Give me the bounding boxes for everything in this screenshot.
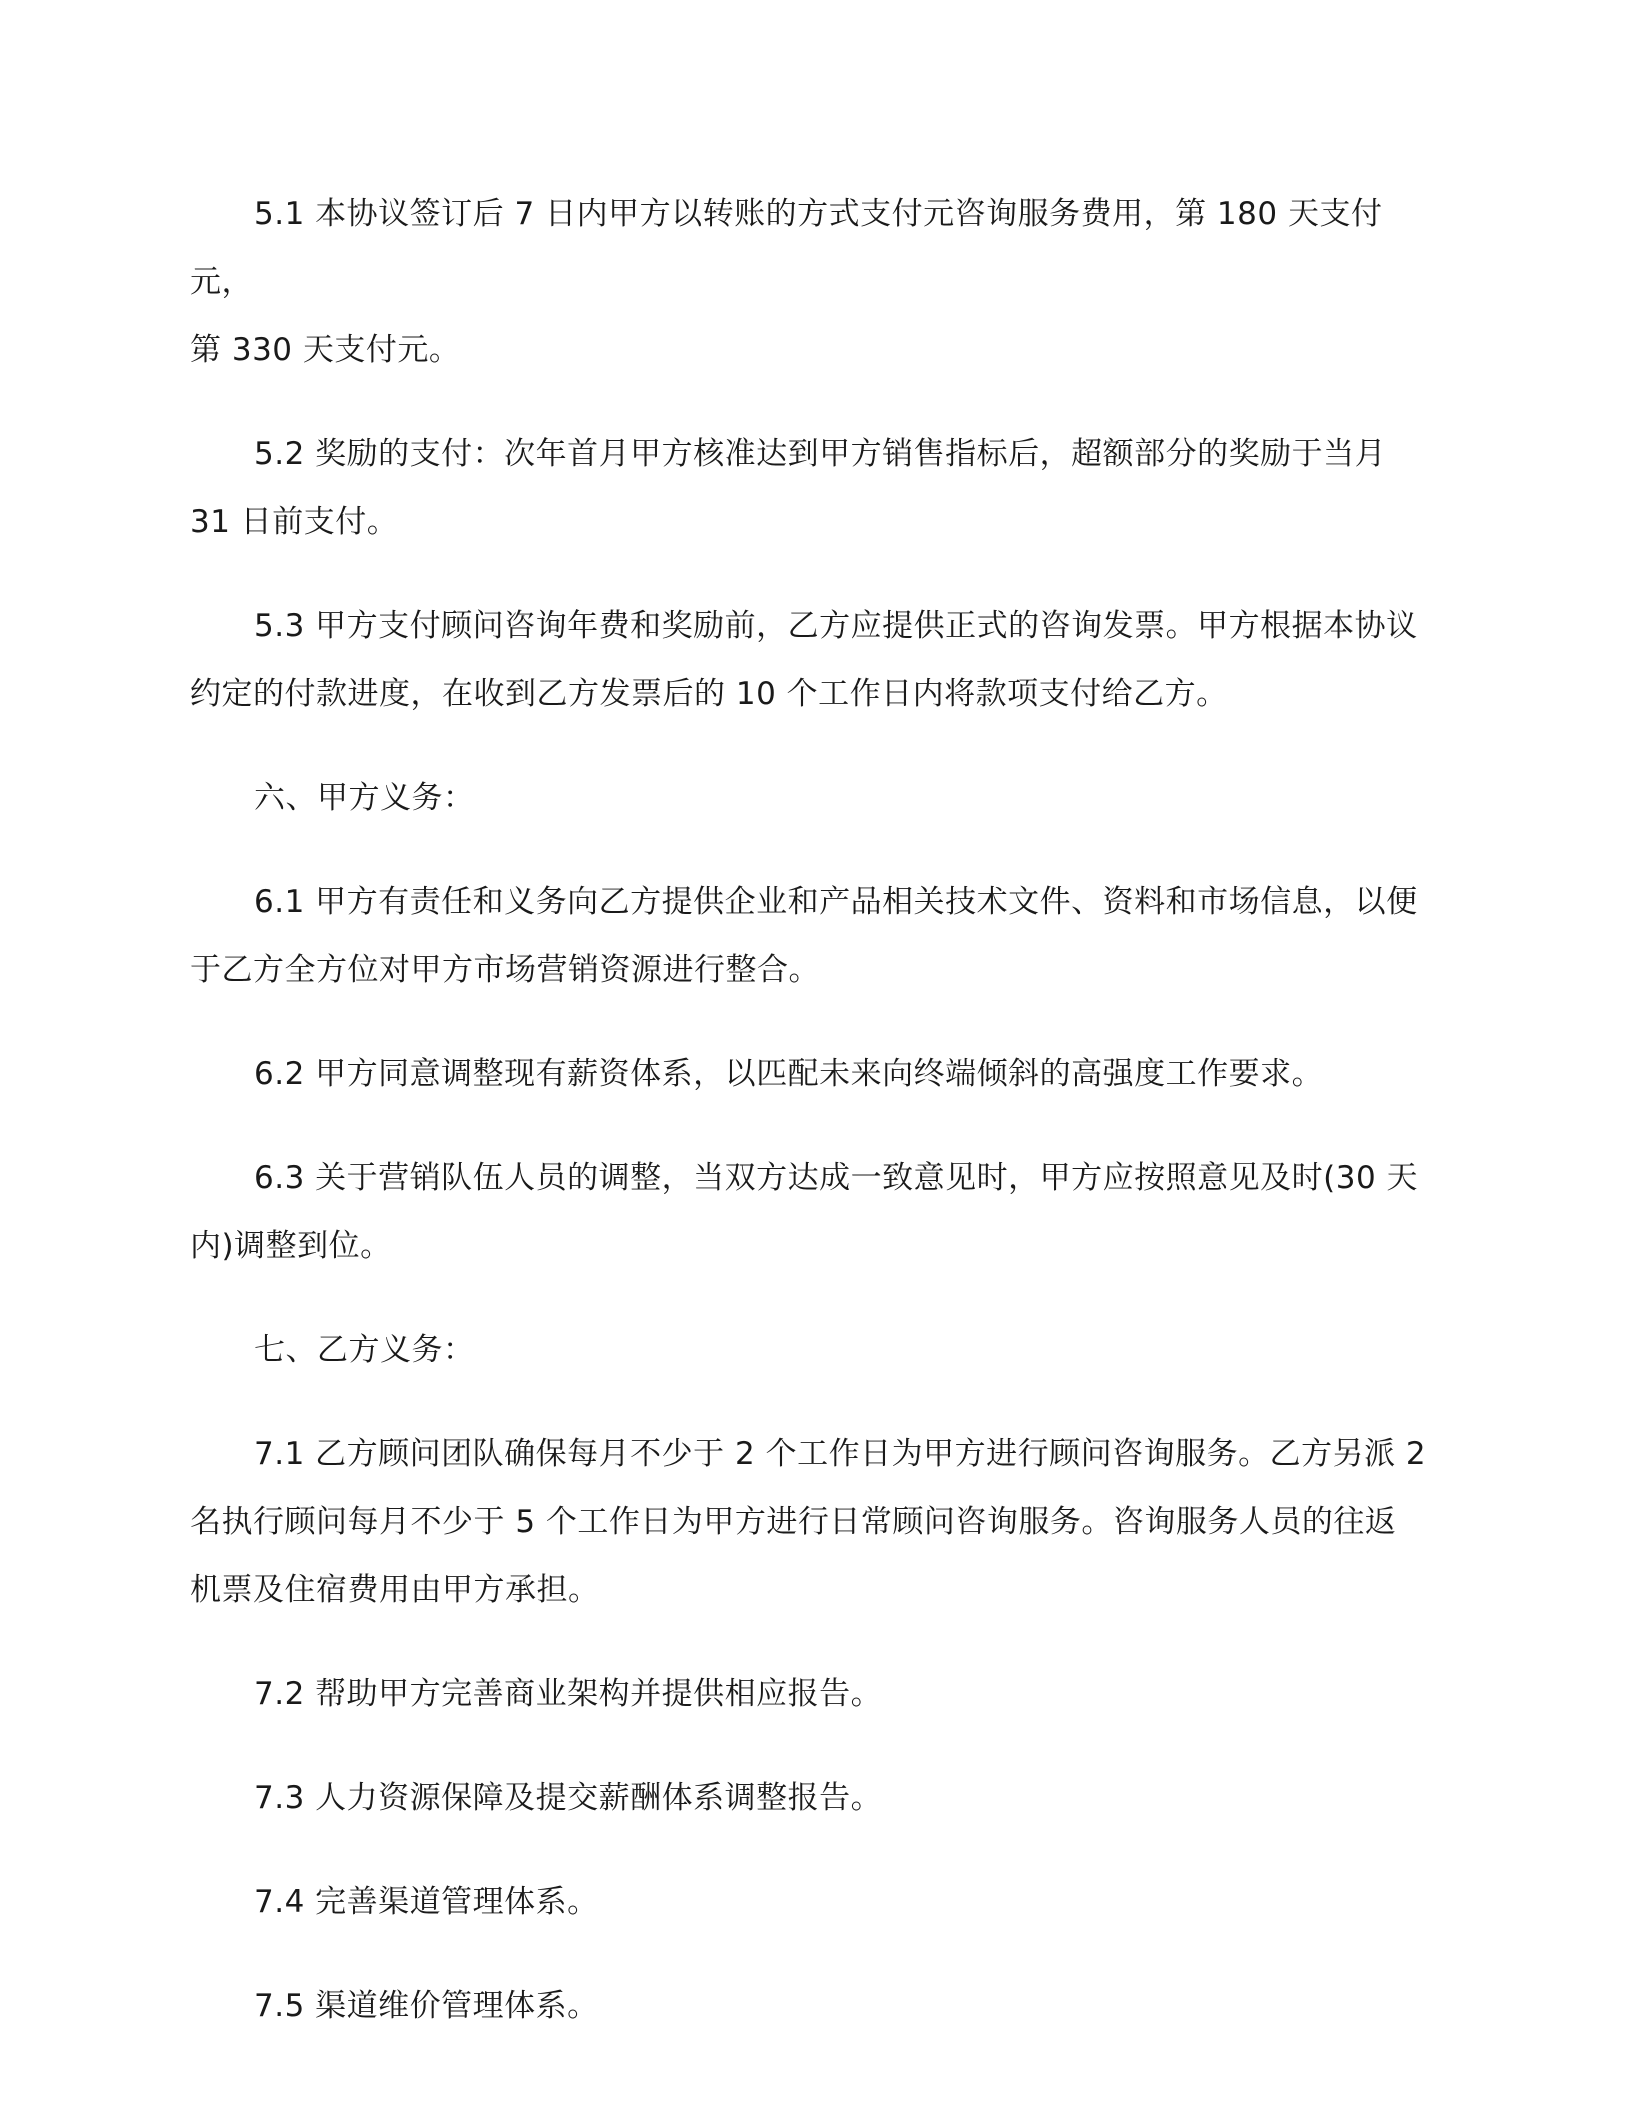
clause-5-1-line-2: 第 330 天支付元。 [190,332,461,368]
section-7-heading-text: 七、乙方义务： [254,1332,475,1368]
clause-7-1 [190,1420,1450,1624]
section-6-heading [190,764,1450,832]
clause-6-1 [190,868,1450,1004]
clause-7-2 [190,1660,1450,1728]
clause-5-3-line-1: 5.3 甲方支付顾问咨询年费和奖励前，乙方应提供正式的咨询发票。甲方根据本协议 [254,608,1418,644]
clause-7-3 [190,1764,1450,1832]
clause-7-1-line-3: 机票及住宿费用由甲方承担。 [190,1572,600,1608]
clause-7-5 [190,1972,1450,2040]
clause-5-1-line-1: 5.1 本协议签订后 7 日内甲方以转账的方式支付元咨询服务费用，第 180 天支付 元， [190,196,1383,300]
document-body [190,180,1450,2076]
clause-5-2 [190,420,1450,556]
section-6-heading-text: 六、甲方义务： [254,780,475,816]
clause-6-2 [190,1040,1450,1108]
clause-5-3-line-2: 约定的付款进度，在收到乙方发票后的 10 个工作日内将款项支付给乙方。 [190,676,1228,712]
clause-6-1-line-1: 6.1 甲方有责任和义务向乙方提供企业和产品相关技术文件、资料和市场信息，以便 [254,884,1418,920]
clause-7-5-line-1: 7.5 渠道维价管理体系。 [254,1988,599,2024]
clause-6-3 [190,1144,1450,1280]
clause-5-3 [190,592,1450,728]
clause-7-1-line-2: 名执行顾问每月不少于 5 个工作日为甲方进行日常顾问咨询服务。咨询服务人员的往返 [190,1504,1397,1540]
clause-7-1-line-1: 7.1 乙方顾问团队确保每月不少于 2 个工作日为甲方进行顾问咨询服务。乙方另派 2 [254,1436,1427,1472]
clause-6-1-line-2: 于乙方全方位对甲方市场营销资源进行整合。 [190,952,820,988]
clause-6-3-line-2: 内)调整到位。 [190,1228,392,1264]
clause-5-2-line-2: 31 日前支付。 [190,504,399,540]
clause-6-2-line-1: 6.2 甲方同意调整现有薪资体系，以匹配未来向终端倾斜的高强度工作要求。 [254,1056,1324,1092]
clause-7-3-line-1: 7.3 人力资源保障及提交薪酬体系调整报告。 [254,1780,883,1816]
clause-7-4-line-1: 7.4 完善渠道管理体系。 [254,1884,599,1920]
clause-6-3-line-1: 6.3 关于营销队伍人员的调整，当双方达成一致意见时，甲方应按照意见及时(30 天 [254,1160,1419,1196]
section-7-heading [190,1316,1450,1384]
clause-7-4 [190,1868,1450,1936]
clause-7-2-line-1: 7.2 帮助甲方完善商业架构并提供相应报告。 [254,1676,883,1712]
clause-5-2-line-1: 5.2 奖励的支付：次年首月甲方核准达到甲方销售指标后，超额部分的奖励于当月 [254,436,1387,472]
clause-5-1 [190,180,1450,384]
